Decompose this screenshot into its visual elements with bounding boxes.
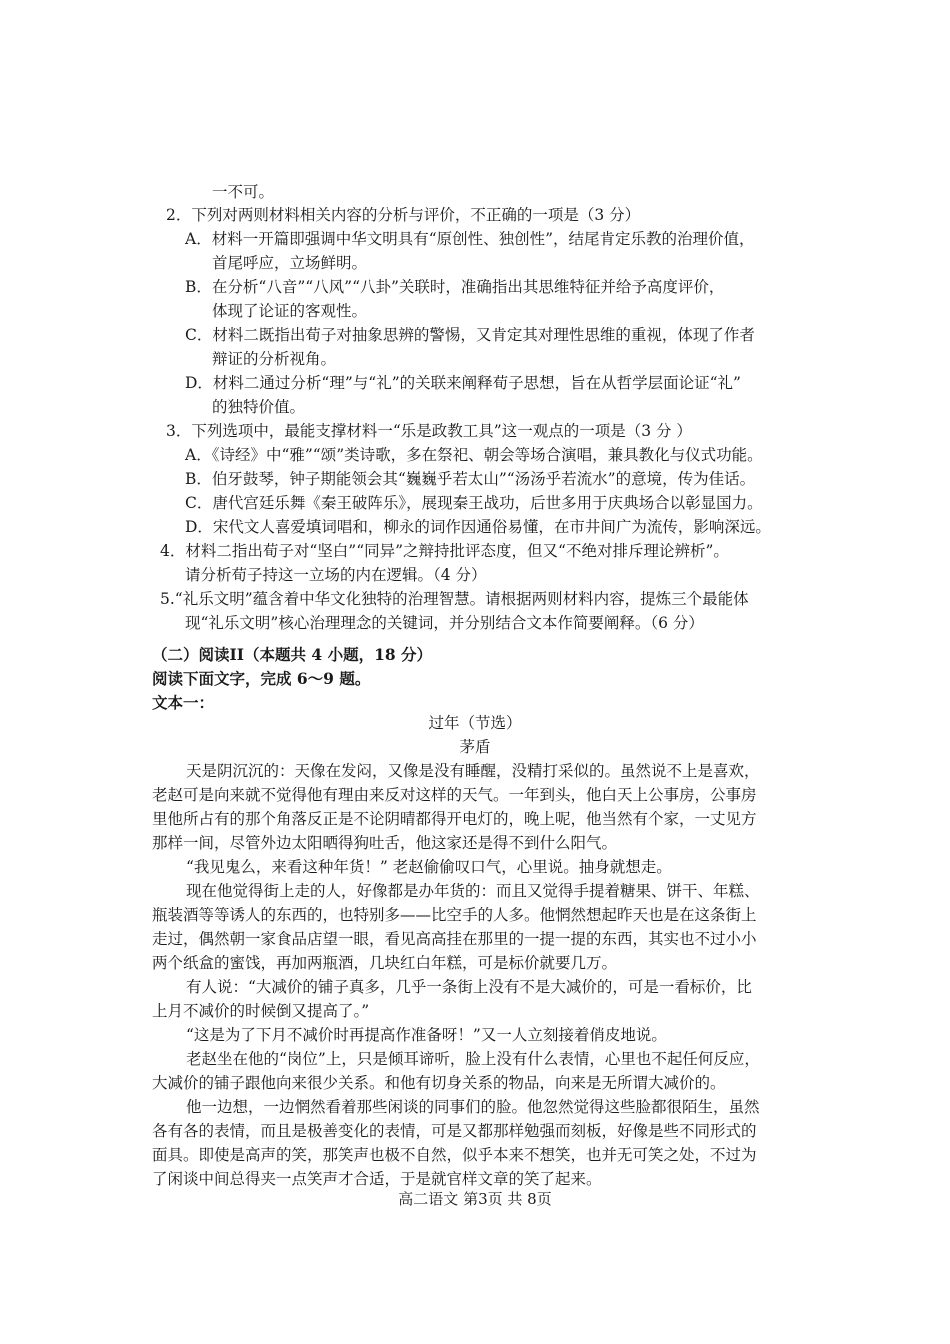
article-line: 老赵可是向来就不觉得他有理由来反对这样的天气。一年到头，他白天上公事房，公事房 — [152, 786, 757, 804]
text-label: 文本一： — [152, 693, 215, 712]
q3-option-b: B．伯牙鼓琴，钟子期能领会其“巍巍乎若太山”“汤汤乎若流水”的意境，传为佳话。 — [185, 470, 756, 488]
article-line: 面具。即使是高声的笑，那笑声也极不自然，似乎本来不想笑，也并无可笑之处，不过为 — [152, 1146, 757, 1164]
q3-option-d: D．宋代文人喜爱填词唱和，柳永的词作因通俗易懂，在市井间广为流传，影响深远。 — [185, 518, 771, 536]
q4-line-1: 4．材料二指出荀子对“坚白”“同异”之辩持批评态度，但又“不绝对排斥理论辨析”。 — [160, 542, 729, 560]
q2-option-b-cont: 体现了论证的客观性。 — [212, 302, 368, 320]
article-line: 瓶装酒等等诱人的东西的，也特别多——比空手的人多。他惘然想起昨天也是在这条街上 — [152, 906, 757, 924]
article-line: 他一边想，一边惘然看着那些闲谈的同事们的脸。他忽然觉得这些脸都很陌生，虽然 — [186, 1098, 760, 1116]
q2-option-a-cont: 首尾呼应，立场鲜明。 — [212, 254, 368, 272]
article-line: 那样一间，尽管外边太阳晒得狗吐舌，他这家还是得不到什么阳气。 — [152, 834, 618, 852]
article-line: 两个纸盒的蜜饯，再加两瓶酒，几块红白年糕，可是标价就要几万。 — [152, 954, 618, 972]
q2-option-c-cont: 辩证的分析视角。 — [212, 350, 337, 368]
article-line: 了闲谈中间总得夹一点笑声才合适，于是就官样文章的笑了起来。 — [152, 1170, 602, 1188]
q3-option-a: A．《诗经》中“雅”“颂”类诗歌，多在祭祀、朝会等场合演唱，兼具教化与仪式功能。 — [185, 446, 763, 464]
article-line: 天是阴沉沉的：天像在发闷，又像是没有睡醒，没精打采似的。虽然说不上是喜欢， — [186, 762, 760, 780]
section-heading: （二）阅读II（本题共 4 小题，18 分） — [152, 645, 433, 664]
article-line: 走过，偶然朝一家食品店望一眼，看见高高挂在那里的一提一提的东西，其实也不过小小 — [152, 930, 757, 948]
q3-option-c: C．唐代宫廷乐舞《秦王破阵乐》，展现秦王战功，后世多用于庆典场合以彰显国力。 — [185, 494, 763, 512]
article-line: 里他所占有的那个角落反正是不论阴晴都得开电灯的，晚上呢，他当然有个家，一丈见方 — [152, 810, 757, 828]
q2-option-a: A．材料一开篇即强调中华文明具有“原创性、独创性”，结尾肯定乐教的治理价值， — [185, 230, 755, 248]
q2-stem: 2．下列对两则材料相关内容的分析与评价，不正确的一项是（3 分） — [166, 206, 641, 224]
article-line: 大减价的铺子跟他向来很少关系。和他有切身关系的物品，向来是无所谓大减价的。 — [152, 1074, 726, 1092]
article-line: 现在他觉得街上走的人，好像都是办年货的：而且又觉得手提着糖果、饼干、年糕、 — [186, 882, 760, 900]
article-line: 有人说：“大减价的铺子真多，几乎一条街上没有不是大减价的，可是一看标价，比 — [186, 978, 752, 996]
article-line: 老赵坐在他的“岗位”上，只是倾耳谛听，脸上没有什么表情，心里也不起任何反应， — [186, 1050, 760, 1068]
article-line: 上月不减价的时候倒又提高了。” — [152, 1002, 370, 1020]
page-footer: 高二语文 第3页 共 8页 — [398, 1190, 552, 1208]
q5-line-1: 5.“礼乐文明”蕴含着中华文化独特的治理智慧。请根据两则材料内容，提炼三个最能体 — [160, 590, 749, 608]
q4-line-2: 请分析荀子持这一立场的内在逻辑。（4 分） — [185, 566, 487, 584]
article-title: 过年（节选） — [428, 714, 522, 732]
q2-option-d-cont: 的独特价值。 — [212, 398, 306, 416]
q3-stem: 3．下列选项中，最能支撑材料一“乐是政教工具”这一观点的一项是（3 分 ） — [166, 422, 692, 440]
article-line: 各有各的表情，而且是极善变化的表情，可是又都那样勉强而刻板，好像是些不同形式的 — [152, 1122, 757, 1140]
section-instruction: 阅读下面文字，完成 6～9 题。 — [152, 669, 371, 688]
article-line: “这是为了下月不减价时再提高作准备呀！”又一人立刻接着俏皮地说。 — [186, 1026, 667, 1044]
q2-option-c: C．材料二既指出荀子对抽象思辨的警惕，又肯定其对理性思维的重视，体现了作者 — [185, 326, 755, 344]
article-line: “我见鬼么，来看这种年货！” 老赵偷偷叹口气，心里说。抽身就想走。 — [186, 858, 672, 876]
q2-option-b: B．在分析“八音”“八风”“八卦”关联时，准确指出其思维特征并给予高度评价， — [185, 278, 725, 296]
q5-line-2: 现“礼乐文明”核心治理理念的关键词，并分别结合文本作简要阐释。（6 分） — [185, 614, 704, 632]
continued-fragment: 一不可。 — [212, 183, 275, 201]
article-author: 茅盾 — [459, 738, 491, 756]
q2-option-d: D．材料二通过分析“理”与“礼”的关联来阐释荀子思想，旨在从哲学层面论证“礼” — [185, 374, 741, 392]
